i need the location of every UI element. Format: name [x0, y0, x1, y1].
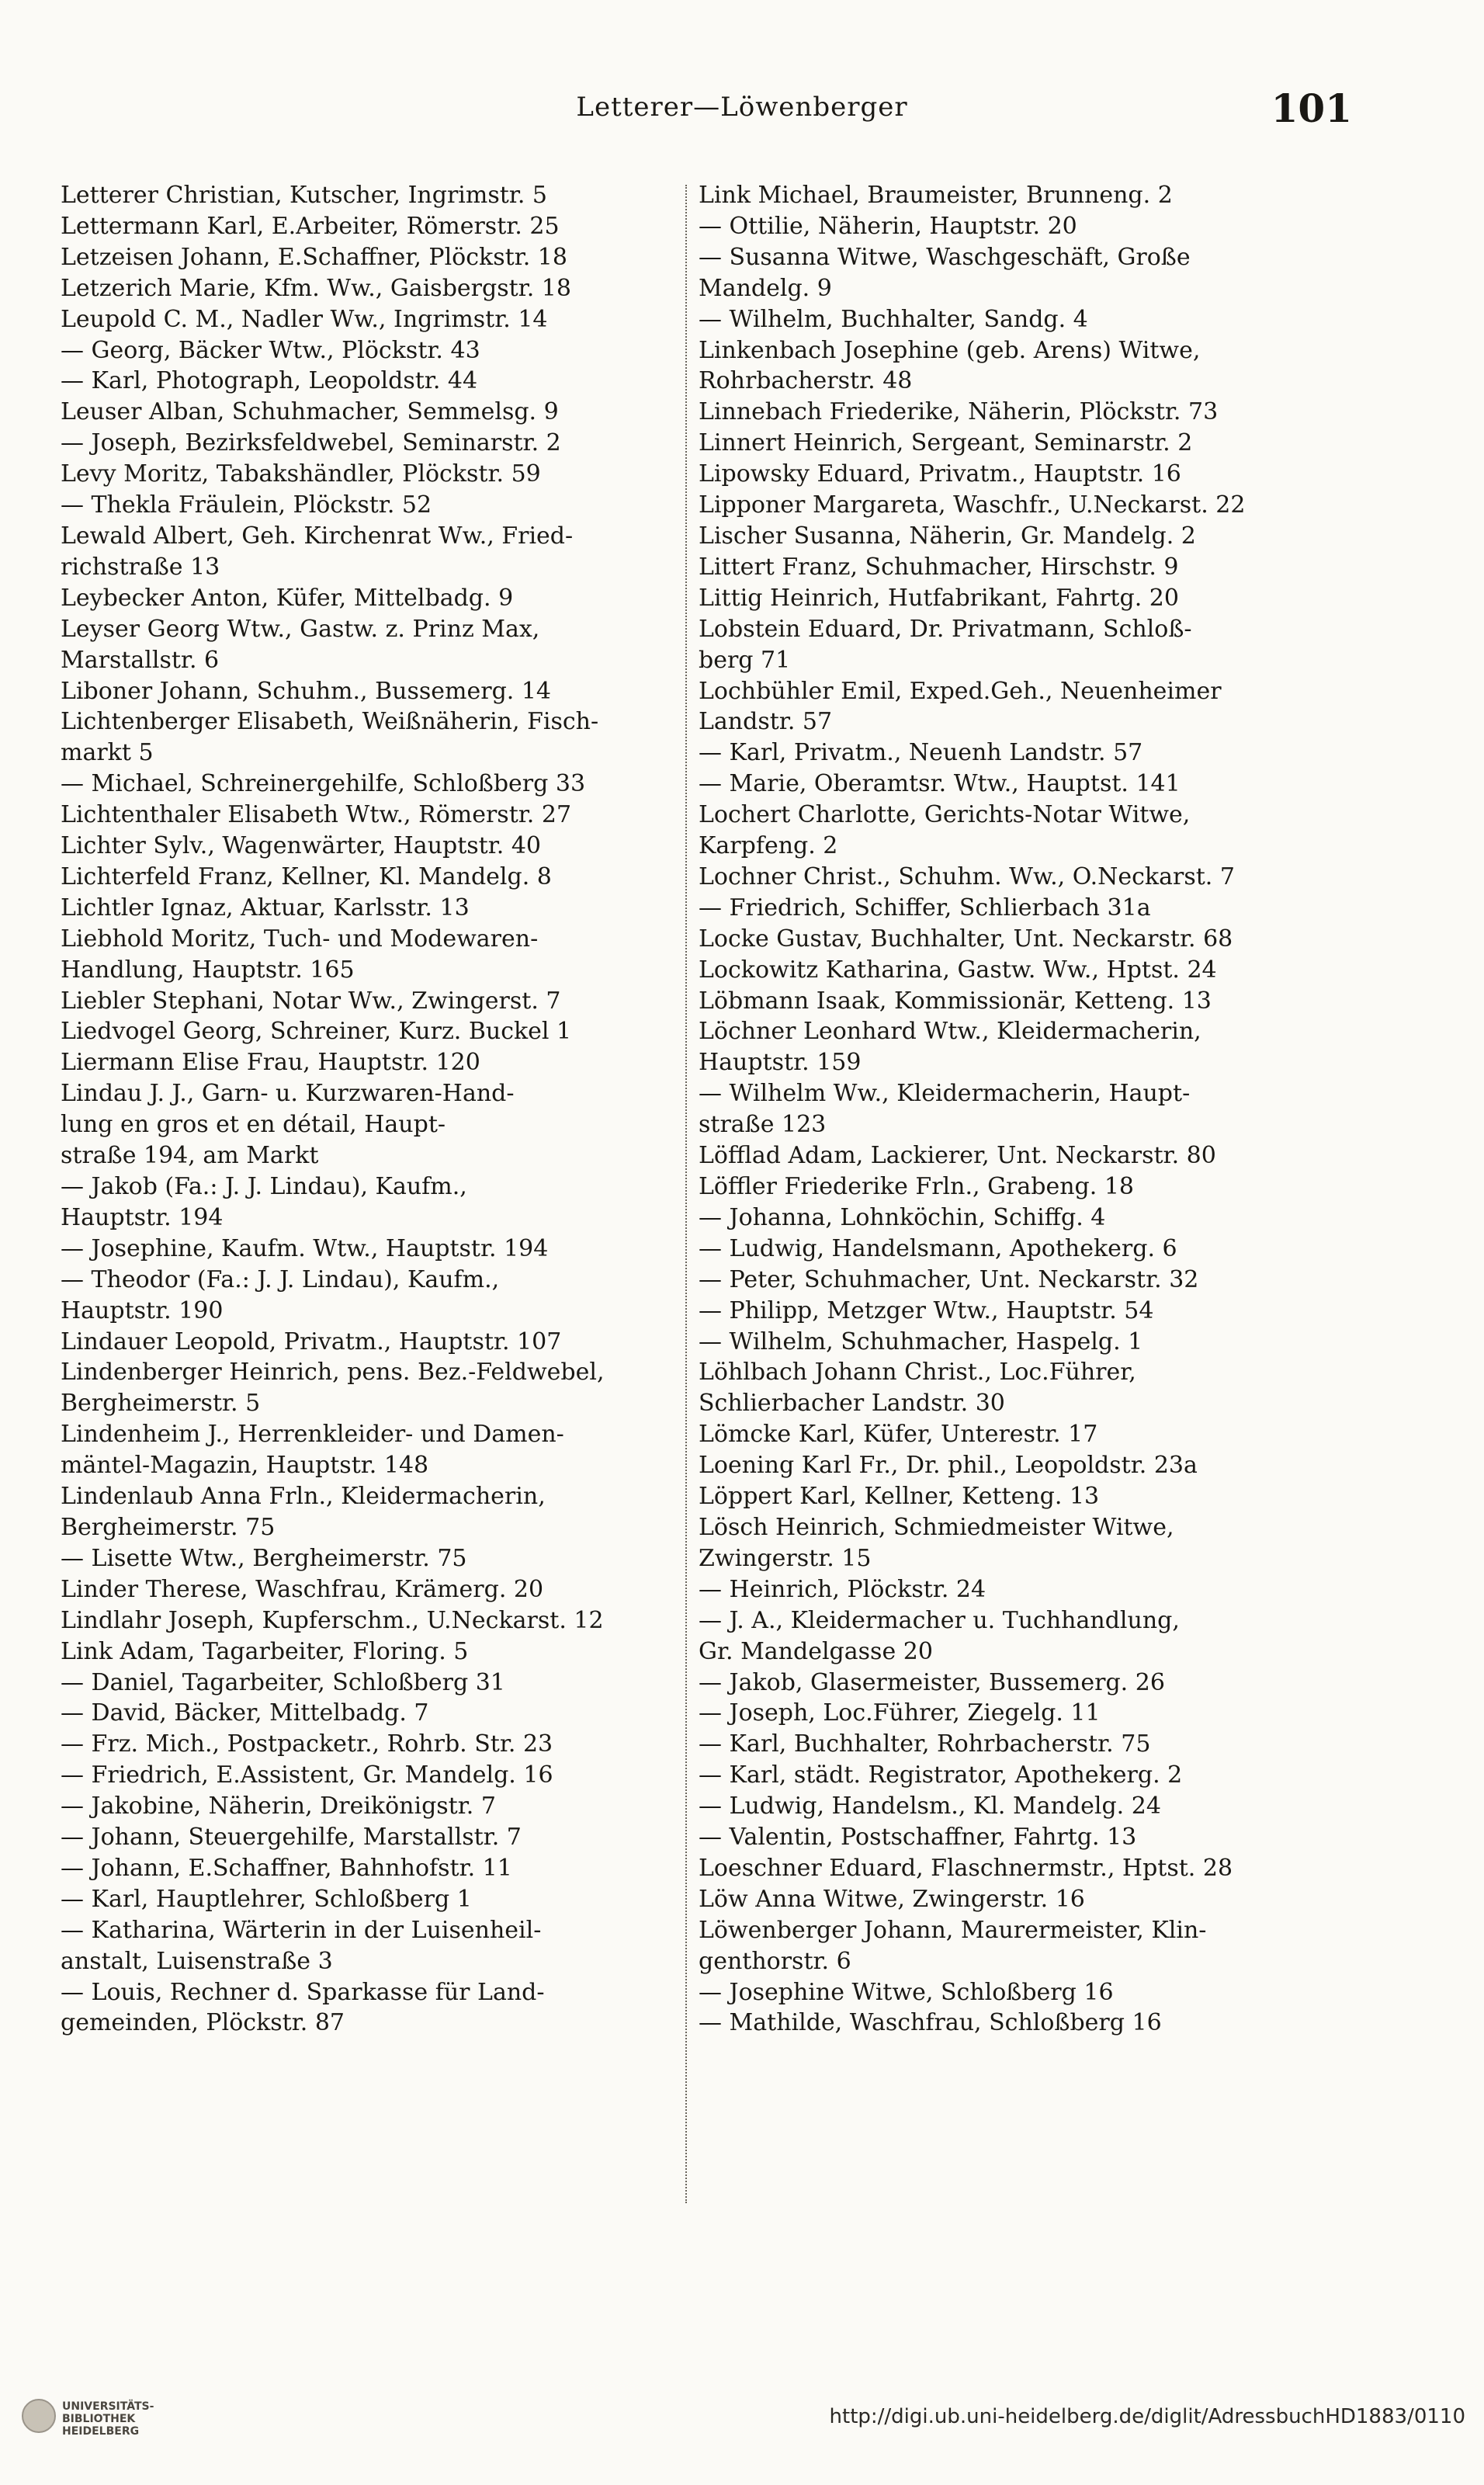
- directory-entry-line: Hauptstr. 194: [61, 1203, 224, 1231]
- directory-entry-line: Letzeisen Johann, E.Schaffner, Plöckstr. 18: [61, 243, 567, 271]
- directory-entry-line: anstalt, Luisenstraße 3: [61, 1947, 333, 1975]
- directory-entry-line: Schlierbacher Landstr. 30: [699, 1390, 1005, 1418]
- page-number: 101: [1271, 85, 1352, 131]
- directory-entry-line: Littig Heinrich, Hutfabrikant, Fahrtg. 20: [699, 584, 1179, 612]
- directory-entry-line: — Friedrich, E.Assistent, Gr. Mandelg. 16: [61, 1761, 553, 1789]
- directory-entry-line: — Lisette Wtw., Bergheimerstr. 75: [61, 1544, 467, 1572]
- directory-entry-line: — Karl, Hauptlehrer, Schloßberg 1: [61, 1885, 472, 1913]
- directory-entry-line: Löchner Leonhard Wtw., Kleidermacherin,: [699, 1018, 1201, 1046]
- directory-columns: [61, 180, 1302, 2230]
- directory-entry-line: Lindenberger Heinrich, pens. Bez.-Feldwebel,: [61, 1359, 605, 1387]
- directory-entry-line: — Marie, Oberamtsr. Wtw., Hauptst. 141: [699, 770, 1181, 798]
- directory-entry-line: Liedvogel Georg, Schreiner, Kurz. Buckel 1: [61, 1018, 572, 1046]
- directory-entry-line: lung en gros et en détail, Haupt-: [61, 1111, 446, 1139]
- directory-entry-line: Linder Therese, Waschfrau, Krämerg. 20: [61, 1575, 544, 1603]
- directory-entry-line: — Jakobine, Näherin, Dreikönigstr. 7: [61, 1793, 496, 1820]
- directory-entry-line: — Johann, E.Schaffner, Bahnhofstr. 11: [61, 1854, 512, 1882]
- directory-entry-line: — Johanna, Lohnköchin, Schiffg. 4: [699, 1203, 1106, 1231]
- source-url-link[interactable]: http://digi.ub.uni-heidelberg.de/diglit/AdressbuchHD1883/0110: [829, 2405, 1465, 2428]
- directory-entry-line: — Katharina, Wärterin in der Luisenheil-: [61, 1916, 542, 1944]
- directory-entry-line: Lettermann Karl, E.Arbeiter, Römerstr. 25: [61, 212, 560, 240]
- directory-entry-line: Karpfeng. 2: [699, 832, 838, 860]
- directory-entry-line: Levy Moritz, Tabakshändler, Plöckstr. 59: [61, 460, 541, 488]
- directory-entry-line: straße 194, am Markt: [61, 1142, 319, 1170]
- directory-entry-line: Loening Karl Fr., Dr. phil., Leopoldstr. 23a: [699, 1452, 1198, 1480]
- directory-entry-line: berg 71: [699, 646, 791, 674]
- directory-entry-line: Zwingerstr. 15: [699, 1544, 872, 1572]
- directory-entry-line: Lösch Heinrich, Schmiedmeister Witwe,: [699, 1513, 1174, 1541]
- directory-entry-line: Leupold C. M., Nadler Ww., Ingrimstr. 14: [61, 305, 548, 333]
- directory-entry-line: — Theodor (Fa.: J. J. Lindau), Kaufm.,: [61, 1265, 500, 1293]
- directory-entry-line: — Thekla Fräulein, Plöckstr. 52: [61, 491, 432, 519]
- directory-entry-line: Littert Franz, Schuhmacher, Hirschstr. 9: [699, 553, 1179, 581]
- directory-entry-line: Liebhold Moritz, Tuch- und Modewaren-: [61, 925, 539, 953]
- running-title: Letterer—Löwenberger: [576, 92, 908, 123]
- directory-entry-line: — Friedrich, Schiffer, Schlierbach 31a: [699, 894, 1151, 921]
- directory-entry-line: Handlung, Hauptstr. 165: [61, 956, 355, 984]
- seal-icon: [22, 2399, 56, 2433]
- directory-entry-line: Linnert Heinrich, Sergeant, Seminarstr. 2: [699, 429, 1193, 457]
- directory-entry-line: Lömcke Karl, Küfer, Unterestr. 17: [699, 1421, 1098, 1449]
- directory-entry-line: Lichterfeld Franz, Kellner, Kl. Mandelg. 8: [61, 862, 552, 890]
- directory-entry-line: — Daniel, Tagarbeiter, Schloßberg 31: [61, 1668, 505, 1696]
- directory-entry-line: markt 5: [61, 739, 154, 767]
- directory-entry-line: — David, Bäcker, Mittelbadg. 7: [61, 1699, 429, 1727]
- directory-entry-line: Link Adam, Tagarbeiter, Floring. 5: [61, 1637, 469, 1665]
- directory-entry-line: Löw Anna Witwe, Zwingerstr. 16: [699, 1885, 1085, 1913]
- directory-entry-line: genthorstr. 6: [699, 1947, 851, 1975]
- directory-entry-line: Lichter Sylv., Wagenwärter, Hauptstr. 40: [61, 832, 542, 860]
- running-head: [62, 85, 1422, 138]
- directory-entry-line: Linkenbach Josephine (geb. Arens) Witwe,: [699, 336, 1201, 364]
- directory-entry-line: — Karl, Photograph, Leopoldstr. 44: [61, 367, 478, 395]
- directory-entry-line: — Joseph, Bezirksfeldwebel, Seminarstr. 2: [61, 429, 561, 457]
- directory-entry-line: Lichtler Ignaz, Aktuar, Karlsstr. 13: [61, 894, 470, 921]
- right-column: [699, 180, 1319, 2039]
- directory-entry-line: Lochner Christ., Schuhm. Ww., O.Neckarst. 7: [699, 862, 1235, 890]
- directory-entry-line: — Louis, Rechner d. Sparkasse für Land-: [61, 1978, 545, 2006]
- directory-entry-line: Lindlahr Joseph, Kupferschm., U.Neckarst. 12: [61, 1606, 604, 1634]
- directory-entry-line: Lobstein Eduard, Dr. Privatmann, Schloß-: [699, 615, 1192, 643]
- directory-entry-line: — Jakob (Fa.: J. J. Lindau), Kaufm.,: [61, 1173, 467, 1200]
- directory-entry-line: Gr. Mandelgasse 20: [699, 1637, 933, 1665]
- directory-entry-line: Lichtenberger Elisabeth, Weißnäherin, Fisch-: [61, 708, 599, 736]
- library-logo: [22, 2391, 185, 2469]
- directory-entry-line: Lindau J. J., Garn- u. Kurzwaren-Hand-: [61, 1080, 515, 1108]
- directory-entry-line: Lindauer Leopold, Privatm., Hauptstr. 107: [61, 1328, 562, 1355]
- directory-entry-line: — Susanna Witwe, Waschgeschäft, Große: [699, 243, 1191, 271]
- directory-entry-line: Linnebach Friederike, Näherin, Plöckstr. 73: [699, 398, 1219, 426]
- directory-entry-line: gemeinden, Plöckstr. 87: [61, 2009, 345, 2037]
- page-footer: [0, 2391, 1484, 2485]
- directory-entry-line: Lewald Albert, Geh. Kirchenrat Ww., Fried-: [61, 522, 574, 550]
- directory-entry-line: — Ottilie, Näherin, Hauptstr. 20: [699, 212, 1077, 240]
- directory-entry-line: Landstr. 57: [699, 708, 833, 736]
- directory-entry-line: — Jakob, Glasermeister, Bussemerg. 26: [699, 1668, 1165, 1696]
- directory-entry-line: — Mathilde, Waschfrau, Schloßberg 16: [699, 2009, 1162, 2037]
- directory-entry-line: — Wilhelm, Schuhmacher, Haspelg. 1: [699, 1328, 1143, 1355]
- directory-entry-line: straße 123: [699, 1111, 827, 1139]
- directory-entry-line: Leyser Georg Wtw., Gastw. z. Prinz Max,: [61, 615, 540, 643]
- directory-entry-line: Rohrbacherstr. 48: [699, 367, 913, 395]
- library-logo-text: UNIVERSITÄTS- BIBLIOTHEK HEIDELBERG: [62, 2400, 154, 2438]
- directory-entry-line: Lischer Susanna, Näherin, Gr. Mandelg. 2: [699, 522, 1196, 550]
- directory-entry-line: — Wilhelm Ww., Kleidermacherin, Haupt-: [699, 1080, 1191, 1108]
- directory-entry-line: Löwenberger Johann, Maurermeister, Klin-: [699, 1916, 1207, 1944]
- directory-entry-line: Locke Gustav, Buchhalter, Unt. Neckarstr. 68: [699, 925, 1233, 953]
- directory-entry-line: Link Michael, Braumeister, Brunneng. 2: [699, 182, 1173, 209]
- directory-entry-line: Lochbühler Emil, Exped.Geh., Neuenheimer: [699, 677, 1222, 705]
- directory-entry-line: Lochert Charlotte, Gerichts-Notar Witwe,: [699, 801, 1191, 829]
- directory-entry-line: Letterer Christian, Kutscher, Ingrimstr. 5: [61, 182, 547, 209]
- directory-entry-line: — Philipp, Metzger Wtw., Hauptstr. 54: [699, 1296, 1154, 1324]
- directory-entry-line: Marstallstr. 6: [61, 646, 220, 674]
- directory-entry-line: Löppert Karl, Kellner, Ketteng. 13: [699, 1483, 1100, 1511]
- column-divider: [685, 185, 687, 2203]
- directory-entry-line: Löfflad Adam, Lackierer, Unt. Neckarstr. 80: [699, 1142, 1216, 1170]
- directory-entry-line: Lockowitz Katharina, Gastw. Ww., Hptst. 24: [699, 956, 1217, 984]
- directory-entry-line: Liebler Stephani, Notar Ww., Zwingerst. 7: [61, 987, 561, 1015]
- directory-entry-line: richstraße 13: [61, 553, 220, 581]
- directory-entry-line: Lichtenthaler Elisabeth Wtw., Römerstr. 27: [61, 801, 572, 829]
- directory-entry-line: Mandelg. 9: [699, 274, 832, 302]
- directory-entry-line: — Joseph, Loc.Führer, Ziegelg. 11: [699, 1699, 1101, 1727]
- directory-entry-line: Bergheimerstr. 5: [61, 1390, 261, 1418]
- directory-entry-line: — Josephine Witwe, Schloßberg 16: [699, 1978, 1114, 2006]
- directory-entry-line: — Karl, Buchhalter, Rohrbacherstr. 75: [699, 1730, 1151, 1758]
- directory-entry-line: Liermann Elise Frau, Hauptstr. 120: [61, 1049, 480, 1077]
- directory-entry-line: — Heinrich, Plöckstr. 24: [699, 1575, 986, 1603]
- directory-entry-line: Lindenheim J., Herrenkleider- und Damen-: [61, 1421, 564, 1449]
- directory-entry-line: — Karl, städt. Registrator, Apothekerg. 2: [699, 1761, 1183, 1789]
- directory-entry-line: Lipowsky Eduard, Privatm., Hauptstr. 16: [699, 460, 1181, 488]
- directory-entry-line: Bergheimerstr. 75: [61, 1513, 276, 1541]
- directory-entry-line: — Georg, Bäcker Wtw., Plöckstr. 43: [61, 336, 480, 364]
- directory-entry-line: — Ludwig, Handelsmann, Apothekerg. 6: [699, 1234, 1177, 1262]
- directory-entry-line: Letzerich Marie, Kfm. Ww., Gaisbergstr. 18: [61, 274, 571, 302]
- directory-entry-line: Löhlbach Johann Christ., Loc.Führer,: [699, 1359, 1136, 1387]
- directory-entry-line: — Wilhelm, Buchhalter, Sandg. 4: [699, 305, 1088, 333]
- left-column: [61, 180, 681, 2039]
- directory-entry-line: Leybecker Anton, Küfer, Mittelbadg. 9: [61, 584, 514, 612]
- directory-entry-line: Lipponer Margareta, Waschfr., U.Neckarst. 22: [699, 491, 1246, 519]
- directory-entry-line: — Michael, Schreinergehilfe, Schloßberg 33: [61, 770, 586, 798]
- directory-entry-line: Loeschner Eduard, Flaschnermstr., Hptst. 28: [699, 1854, 1233, 1882]
- directory-entry-line: Löffler Friederike Frln., Grabeng. 18: [699, 1173, 1134, 1200]
- directory-entry-line: Leuser Alban, Schuhmacher, Semmelsg. 9: [61, 398, 559, 426]
- directory-entry-line: Löbmann Isaak, Kommissionär, Ketteng. 13: [699, 987, 1212, 1015]
- directory-entry-line: Liboner Johann, Schuhm., Bussemerg. 14: [61, 677, 552, 705]
- directory-entry-line: — Johann, Steuergehilfe, Marstallstr. 7: [61, 1824, 522, 1852]
- directory-entry-line: mäntel-Magazin, Hauptstr. 148: [61, 1452, 429, 1480]
- directory-entry-line: Hauptstr. 190: [61, 1296, 224, 1324]
- directory-entry-line: Hauptstr. 159: [699, 1049, 862, 1077]
- directory-entry-line: — Valentin, Postschaffner, Fahrtg. 13: [699, 1824, 1137, 1852]
- directory-entry-line: — Peter, Schuhmacher, Unt. Neckarstr. 32: [699, 1265, 1199, 1293]
- directory-entry-line: — Frz. Mich., Postpacketr., Rohrb. Str. 23: [61, 1730, 553, 1758]
- directory-entry-line: — Josephine, Kaufm. Wtw., Hauptstr. 194: [61, 1234, 549, 1262]
- directory-entry-line: — Karl, Privatm., Neuenh Landstr. 57: [699, 739, 1143, 767]
- directory-entry-line: — J. A., Kleidermacher u. Tuchhandlung,: [699, 1606, 1180, 1634]
- directory-entry-line: Lindenlaub Anna Frln., Kleidermacherin,: [61, 1483, 546, 1511]
- directory-entry-line: — Ludwig, Handelsm., Kl. Mandelg. 24: [699, 1793, 1161, 1820]
